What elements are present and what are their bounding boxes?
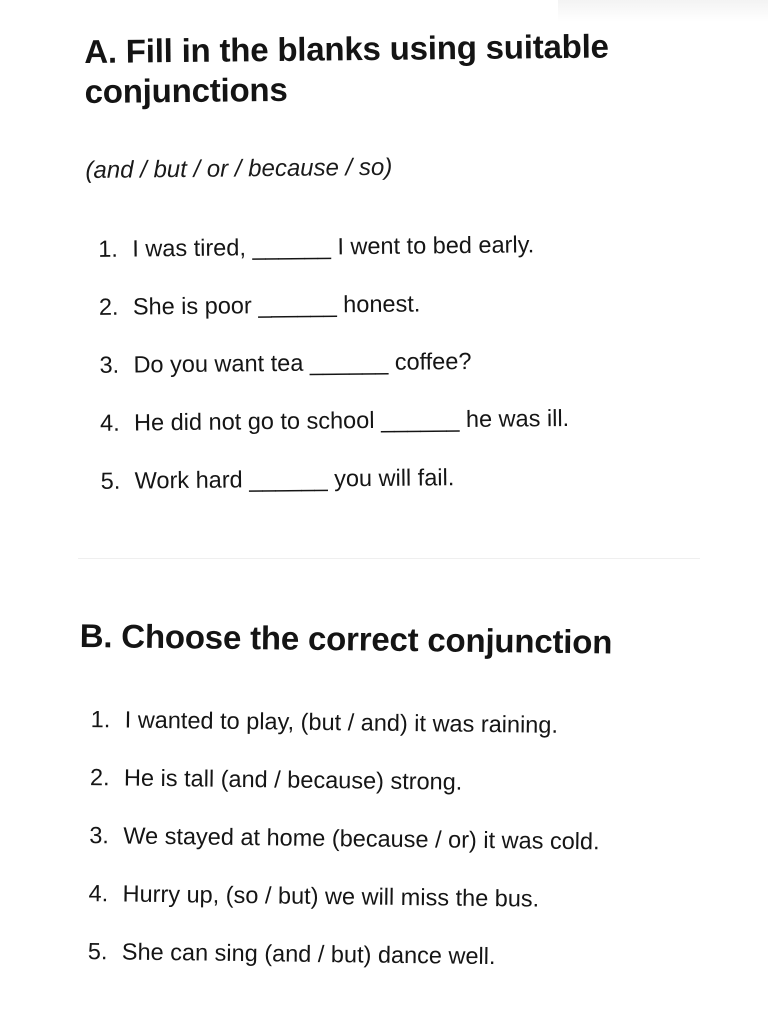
question-number: 4. [99, 409, 120, 436]
section-b-heading: B. Choose the correct conjunction [79, 616, 613, 661]
question-number: 3. [99, 351, 120, 378]
question-number: 3. [89, 822, 110, 849]
question-text: I wanted to play, (but / and) it was raining. [124, 706, 559, 738]
section-a-heading [84, 25, 725, 112]
question-number: 1. [98, 235, 119, 262]
question-number: 2. [98, 293, 119, 320]
section-a-heading-line-1: A. Fill in the blanks using suitable [84, 27, 609, 70]
question-text: Work hard ______ you will fail. [134, 464, 455, 494]
question-a5 [101, 457, 722, 521]
question-number: 4. [88, 880, 109, 907]
question-b5 [87, 934, 708, 1000]
question-a4 [100, 399, 721, 463]
section-a-question-list [98, 225, 721, 521]
question-text: She is poor ______ honest. [132, 290, 421, 320]
question-b4 [88, 876, 709, 942]
conjunction-options: (and / but / or / because / so) [85, 153, 393, 184]
question-number: 5. [100, 467, 121, 494]
section-b-question-list [87, 702, 710, 1000]
question-a1 [98, 225, 719, 289]
section-a [84, 25, 725, 494]
question-number: 5. [87, 938, 108, 965]
question-b1 [90, 702, 711, 768]
question-text: He is tall (and / because) strong. [123, 764, 463, 795]
question-a3 [99, 341, 720, 405]
question-text: I was tired, ______ I went to bed early. [132, 231, 535, 262]
question-number: 1. [90, 706, 111, 733]
question-text: We stayed at home (because / or) it was cold. [123, 822, 600, 855]
section-divider [78, 558, 700, 559]
question-text: He did not go to school ______ he was ill. [133, 404, 570, 436]
question-number: 2. [89, 764, 110, 791]
question-text: She can sing (and / but) dance well. [121, 938, 496, 970]
question-b3 [89, 818, 710, 884]
section-b [79, 616, 740, 970]
question-a2 [99, 283, 720, 347]
question-text: Do you want tea ______ coffee? [133, 347, 472, 378]
question-b2 [90, 760, 711, 826]
question-text: Hurry up, (so / but) we will miss the bus. [122, 880, 540, 912]
section-a-heading-line-2: conjunctions [84, 70, 288, 110]
page-edge-shadow [558, 0, 768, 22]
